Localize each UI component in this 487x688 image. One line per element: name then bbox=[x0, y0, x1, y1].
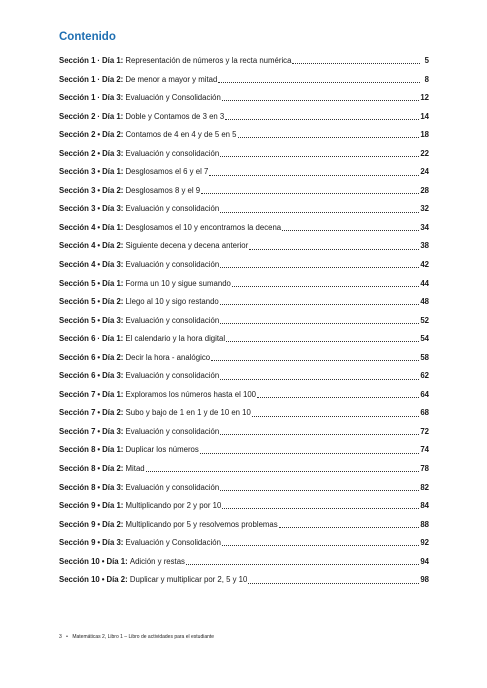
toc-entry-separator: • bbox=[97, 538, 101, 548]
toc-dot-leader bbox=[222, 544, 419, 546]
toc-entry-page: 8 bbox=[424, 74, 429, 84]
toc-entry-separator: · bbox=[97, 93, 101, 103]
toc-entry-separator: • bbox=[97, 167, 101, 177]
toc-entry-day: Día 1: bbox=[102, 334, 124, 344]
toc-entry-separator: • bbox=[97, 241, 101, 251]
toc-entry-section: Sección 3 bbox=[59, 167, 96, 177]
toc-entry-page: 94 bbox=[420, 556, 429, 566]
toc-entry[interactable] bbox=[59, 256, 429, 275]
toc-entry-title: Subo y bajo de 1 en 1 y de 10 en 10 bbox=[125, 408, 251, 418]
toc-entry-title: Multiplicando por 5 y resolvemos problemas bbox=[125, 519, 278, 529]
toc-entry-separator: · bbox=[97, 111, 101, 121]
toc-dot-leader bbox=[146, 470, 420, 472]
toc-entry-section: Sección 7 bbox=[59, 426, 96, 436]
toc-dot-leader bbox=[279, 526, 420, 528]
toc-dot-leader bbox=[220, 378, 419, 380]
toc-entry-day: Día 1: bbox=[102, 222, 124, 232]
toc-entry-title: Evaluación y Consolidación bbox=[125, 93, 221, 103]
toc-entry-separator: • bbox=[97, 260, 101, 270]
toc-entry-separator: • bbox=[97, 519, 101, 529]
toc-entry-day: Día 1: bbox=[102, 501, 124, 511]
toc-entry-title: Evaluación y consolidación bbox=[125, 204, 220, 214]
toc-entry-day: Día 2: bbox=[102, 519, 124, 529]
toc-entry-day: Día 2: bbox=[106, 575, 128, 585]
toc-entry-day: Día 2: bbox=[102, 130, 124, 140]
toc-entry-title: Evaluación y consolidación bbox=[125, 315, 220, 325]
toc-list bbox=[59, 52, 429, 590]
toc-entry-separator: • bbox=[97, 278, 101, 288]
toc-entry[interactable] bbox=[59, 534, 429, 553]
toc-entry-separator: • bbox=[97, 222, 101, 232]
toc-entry-section: Sección 9 bbox=[59, 538, 96, 548]
toc-entry-day: Día 2: bbox=[102, 185, 124, 195]
toc-entry-page: 24 bbox=[420, 167, 429, 177]
toc-entry[interactable] bbox=[59, 516, 429, 535]
toc-entry-title: Siguiente decena y decena anterior bbox=[125, 241, 249, 251]
toc-entry[interactable] bbox=[59, 349, 429, 368]
toc-entry-section: Sección 8 bbox=[59, 464, 96, 474]
toc-dot-leader bbox=[209, 174, 419, 176]
toc-entry-day: Día 2: bbox=[102, 74, 124, 84]
toc-dot-leader bbox=[222, 507, 419, 509]
toc-dot-leader bbox=[218, 81, 420, 83]
toc-entry[interactable] bbox=[59, 479, 429, 498]
toc-entry-title: Desglosamos 8 y el 9 bbox=[125, 185, 201, 195]
toc-entry-separator: • bbox=[101, 556, 105, 566]
toc-entry-page: 84 bbox=[420, 501, 429, 511]
toc-dot-leader bbox=[220, 155, 419, 157]
toc-entry-section: Sección 6 bbox=[59, 334, 96, 344]
toc-entry-separator: • bbox=[97, 185, 101, 195]
toc-entry-section: Sección 6 bbox=[59, 371, 96, 381]
toc-entry-separator: • bbox=[97, 204, 101, 214]
toc-entry[interactable] bbox=[59, 145, 429, 164]
toc-entry-page: 28 bbox=[420, 185, 429, 195]
toc-entry-section: Sección 7 bbox=[59, 408, 96, 418]
toc-entry-page: 12 bbox=[420, 93, 429, 103]
toc-entry-day: Día 3: bbox=[102, 371, 124, 381]
toc-entry-title: Llego al 10 y sigo restando bbox=[125, 297, 219, 307]
toc-entry-title: Contamos de 4 en 4 y de 5 en 5 bbox=[125, 130, 237, 140]
toc-entry-section: Sección 4 bbox=[59, 260, 96, 270]
toc-entry-section: Sección 6 bbox=[59, 352, 96, 362]
toc-dot-leader bbox=[252, 415, 419, 417]
toc-entry[interactable] bbox=[59, 386, 429, 405]
toc-entry-page: 64 bbox=[420, 389, 429, 399]
toc-entry[interactable] bbox=[59, 423, 429, 442]
toc-entry-separator: • bbox=[97, 352, 101, 362]
toc-entry-title: Evaluación y consolidación bbox=[125, 260, 220, 270]
toc-entry-title: Duplicar y multiplicar por 2, 5 y 10 bbox=[129, 575, 248, 585]
toc-entry-title: Evaluación y consolidación bbox=[125, 482, 220, 492]
toc-entry-page: 58 bbox=[420, 352, 429, 362]
toc-entry-title: Representación de números y la recta numérica bbox=[125, 56, 292, 65]
toc-entry-day: Día 3: bbox=[102, 148, 124, 158]
toc-entry-title: Evaluación y consolidación bbox=[125, 426, 220, 436]
toc-entry-section: Sección 5 bbox=[59, 315, 96, 325]
toc-entry[interactable] bbox=[59, 182, 429, 201]
toc-title: Contenido bbox=[59, 31, 116, 43]
toc-entry-day: Día 1: bbox=[102, 56, 124, 65]
toc-dot-leader bbox=[211, 359, 419, 361]
toc-entry-page: 78 bbox=[420, 464, 429, 474]
toc-entry-title: Forma un 10 y sigue sumando bbox=[125, 278, 231, 288]
toc-entry[interactable] bbox=[59, 460, 429, 479]
toc-entry-title: Multiplicando por 2 y por 10 bbox=[125, 501, 222, 511]
toc-entry-day: Día 3: bbox=[102, 204, 124, 214]
toc-entry-section: Sección 5 bbox=[59, 278, 96, 288]
toc-entry-day: Día 1: bbox=[102, 389, 124, 399]
toc-entry-section: Sección 8 bbox=[59, 482, 96, 492]
toc-dot-leader bbox=[220, 322, 419, 324]
toc-entry-separator: · bbox=[97, 74, 101, 84]
toc-entry[interactable] bbox=[59, 275, 429, 294]
toc-entry[interactable] bbox=[59, 163, 429, 182]
toc-entry[interactable] bbox=[59, 89, 429, 108]
toc-entry-title: Desglosamos el 6 y el 7 bbox=[125, 167, 209, 177]
toc-entry-page: 34 bbox=[420, 222, 429, 232]
toc-entry[interactable] bbox=[59, 553, 429, 572]
toc-dot-leader bbox=[282, 229, 419, 231]
toc-entry-page: 98 bbox=[420, 575, 429, 585]
toc-entry-separator: • bbox=[97, 408, 101, 418]
toc-dot-leader bbox=[225, 118, 419, 120]
toc-entry-separator: • bbox=[97, 371, 101, 381]
toc-entry-separator: • bbox=[97, 297, 101, 307]
footer-separator: • bbox=[66, 634, 68, 640]
toc-entry-day: Día 1: bbox=[102, 445, 124, 455]
toc-entry-separator: • bbox=[101, 575, 105, 585]
toc-entry-section: Sección 1 bbox=[59, 56, 96, 65]
footer-book-title: Matemáticas 2, Libro 1 – Libro de actividades para el estudiante bbox=[72, 634, 215, 640]
toc-entry-page: 72 bbox=[420, 426, 429, 436]
toc-dot-leader bbox=[220, 433, 419, 435]
toc-dot-leader bbox=[220, 489, 419, 491]
toc-entry-day: Día 3: bbox=[102, 93, 124, 103]
toc-entry-page: 42 bbox=[420, 260, 429, 270]
toc-entry-day: Día 1: bbox=[102, 111, 124, 121]
toc-entry-title: Decir la hora - analógico bbox=[125, 352, 211, 362]
toc-entry-title: Evaluación y consolidación bbox=[125, 371, 220, 381]
toc-entry-separator: • bbox=[97, 464, 101, 474]
toc-entry[interactable] bbox=[59, 52, 429, 71]
toc-dot-leader bbox=[232, 285, 419, 287]
toc-entry-day: Día 2: bbox=[102, 408, 124, 418]
toc-entry[interactable] bbox=[59, 293, 429, 312]
toc-entry-title: Duplicar los números bbox=[125, 445, 199, 455]
toc-entry-section: Sección 2 bbox=[59, 148, 96, 158]
toc-entry-day: Día 2: bbox=[102, 297, 124, 307]
toc-dot-leader bbox=[238, 136, 420, 138]
toc-entry-section: Sección 4 bbox=[59, 241, 96, 251]
toc-entry-day: Día 3: bbox=[102, 482, 124, 492]
toc-entry-day: Día 2: bbox=[102, 464, 124, 474]
toc-entry-title: Evaluación y Consolidación bbox=[125, 538, 221, 548]
toc-dot-leader bbox=[292, 62, 420, 64]
toc-entry-day: Día 1: bbox=[102, 167, 124, 177]
toc-entry-page: 52 bbox=[420, 315, 429, 325]
toc-entry-separator: • bbox=[97, 501, 101, 511]
toc-dot-leader bbox=[200, 452, 420, 454]
toc-entry-page: 22 bbox=[420, 148, 429, 158]
toc-entry[interactable] bbox=[59, 108, 429, 127]
toc-entry-page: 14 bbox=[420, 111, 429, 121]
toc-dot-leader bbox=[257, 396, 419, 398]
toc-entry-title: Adición y restas bbox=[129, 556, 185, 566]
toc-entry-title: El calendario y la hora digital bbox=[125, 334, 226, 344]
toc-entry-page: 48 bbox=[420, 297, 429, 307]
toc-entry-page: 88 bbox=[420, 519, 429, 529]
toc-entry-section: Sección 7 bbox=[59, 389, 96, 399]
toc-entry-day: Día 1: bbox=[106, 556, 128, 566]
toc-entry-section: Sección 9 bbox=[59, 519, 96, 529]
toc-entry-title: Mitad bbox=[125, 464, 145, 474]
toc-entry-separator: · bbox=[97, 334, 101, 344]
toc-entry[interactable] bbox=[59, 200, 429, 219]
toc-entry-day: Día 1: bbox=[102, 278, 124, 288]
toc-entry-separator: • bbox=[97, 315, 101, 325]
toc-dot-leader bbox=[201, 192, 419, 194]
toc-entry[interactable] bbox=[59, 441, 429, 460]
toc-dot-leader bbox=[220, 211, 419, 213]
toc-entry-page: 82 bbox=[420, 482, 429, 492]
toc-entry-title: Doble y Contamos de 3 en 3 bbox=[125, 111, 225, 121]
toc-entry-page: 18 bbox=[420, 130, 429, 140]
toc-entry-title: Desglosamos el 10 y encontramos la decena bbox=[125, 222, 282, 232]
toc-entry-separator: • bbox=[97, 426, 101, 436]
toc-entry-title: Evaluación y consolidación bbox=[125, 148, 220, 158]
toc-entry[interactable] bbox=[59, 404, 429, 423]
toc-entry[interactable] bbox=[59, 219, 429, 238]
toc-entry-section: Sección 3 bbox=[59, 185, 96, 195]
toc-entry-separator: • bbox=[97, 482, 101, 492]
toc-entry-page: 68 bbox=[420, 408, 429, 418]
toc-entry-section: Sección 1 bbox=[59, 74, 96, 84]
toc-entry[interactable] bbox=[59, 237, 429, 256]
toc-entry-section: Sección 9 bbox=[59, 501, 96, 511]
toc-entry-section: Sección 8 bbox=[59, 445, 96, 455]
toc-entry-title: De menor a mayor y mitad bbox=[125, 74, 218, 84]
toc-entry-section: Sección 3 bbox=[59, 204, 96, 214]
toc-dot-leader bbox=[248, 582, 419, 584]
toc-entry[interactable] bbox=[59, 497, 429, 516]
toc-entry-separator: · bbox=[97, 56, 101, 65]
toc-entry[interactable] bbox=[59, 571, 429, 590]
toc-entry-title: Exploramos los números hasta el 100 bbox=[125, 389, 256, 399]
toc-entry-page: 32 bbox=[420, 204, 429, 214]
toc-entry-day: Día 3: bbox=[102, 260, 124, 270]
toc-dot-leader bbox=[220, 303, 420, 305]
toc-entry-day: Día 3: bbox=[102, 426, 124, 436]
toc-entry[interactable] bbox=[59, 312, 429, 331]
toc-entry-section: Sección 2 bbox=[59, 130, 96, 140]
toc-dot-leader bbox=[220, 266, 419, 268]
toc-entry-day: Día 2: bbox=[102, 241, 124, 251]
toc-entry-section: Sección 2 bbox=[59, 111, 96, 121]
toc-entry-page: 38 bbox=[420, 241, 429, 251]
toc-entry-separator: • bbox=[97, 130, 101, 140]
toc-entry[interactable] bbox=[59, 367, 429, 386]
footer-page-number: 3 bbox=[59, 634, 62, 640]
toc-entry[interactable] bbox=[59, 330, 429, 349]
toc-entry-day: Día 3: bbox=[102, 538, 124, 548]
toc-entry-day: Día 3: bbox=[102, 315, 124, 325]
toc-entry[interactable] bbox=[59, 71, 429, 90]
toc-entry-separator: • bbox=[97, 389, 101, 399]
toc-entry-section: Sección 4 bbox=[59, 222, 96, 232]
toc-entry-separator: • bbox=[97, 148, 101, 158]
toc-entry-page: 44 bbox=[420, 278, 429, 288]
toc-entry-section: Sección 1 bbox=[59, 93, 96, 103]
toc-dot-leader bbox=[186, 563, 419, 565]
toc-entry-page: 54 bbox=[420, 334, 429, 344]
toc-entry[interactable] bbox=[59, 126, 429, 145]
toc-entry-page: 5 bbox=[424, 56, 429, 65]
toc-entry-separator: • bbox=[97, 445, 101, 455]
toc-dot-leader bbox=[226, 340, 419, 342]
page-footer bbox=[59, 634, 214, 640]
toc-entry-page: 74 bbox=[420, 445, 429, 455]
toc-dot-leader bbox=[222, 99, 420, 101]
toc-entry-page: 92 bbox=[420, 538, 429, 548]
toc-entry-section: Sección 5 bbox=[59, 297, 96, 307]
toc-entry-day: Día 2: bbox=[102, 352, 124, 362]
toc-entry-page: 62 bbox=[420, 371, 429, 381]
toc-entry-section: Sección 10 bbox=[59, 556, 100, 566]
toc-entry-section: Sección 10 bbox=[59, 575, 100, 585]
toc-dot-leader bbox=[249, 248, 419, 250]
